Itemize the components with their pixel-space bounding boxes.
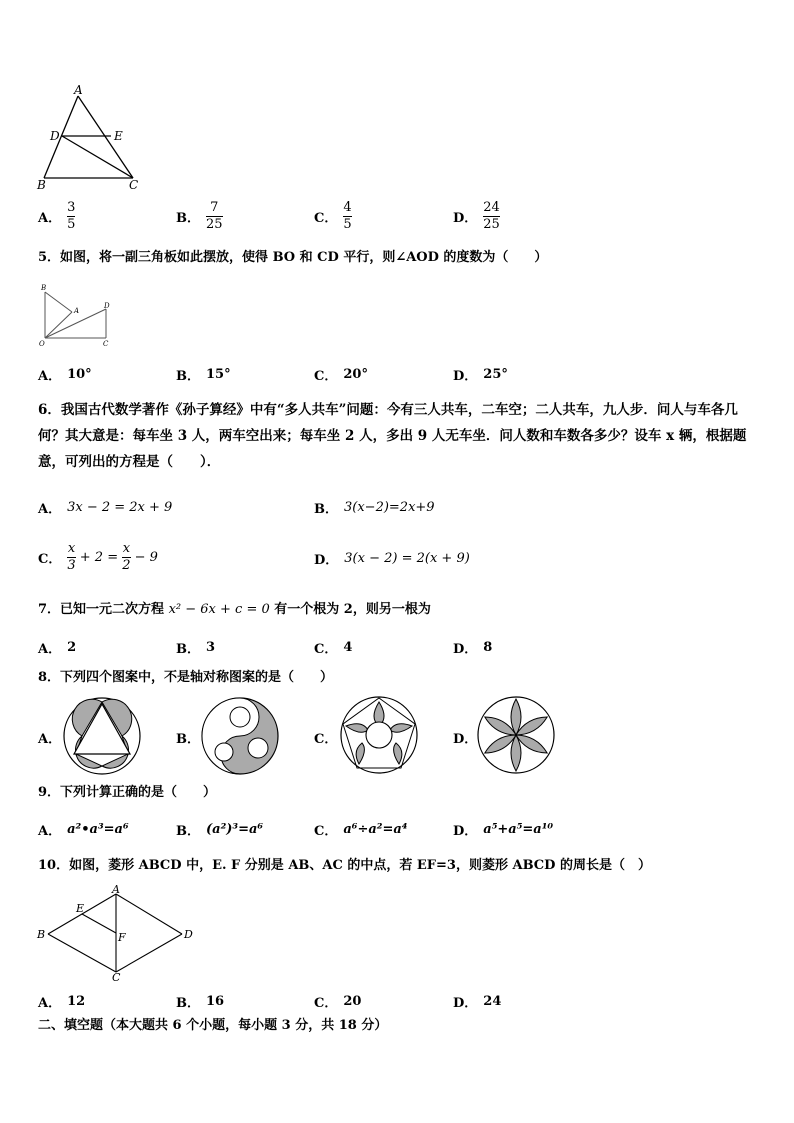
q6-option-b[interactable]: B． 3(x−2)=2x+9: [314, 500, 435, 517]
fraction: $\frac{x}{2}$: [122, 541, 131, 573]
q4-option-b[interactable]: B． $\frac{7}{25}$: [176, 200, 223, 232]
q5-label-a: A: [74, 307, 80, 315]
q6-option-d[interactable]: D． 3(x − 2) = 2(x + 9): [314, 551, 470, 568]
q8-pattern-b-icon[interactable]: [200, 696, 280, 776]
fraction: $\frac{7}{25}$: [206, 200, 223, 232]
q4-option-a[interactable]: A． $\frac{3}{5}$: [38, 200, 76, 232]
q4-option-c[interactable]: C． $\frac{4}{5}$: [314, 200, 352, 232]
q10-rhombus-figure: [34, 884, 199, 984]
q10-label-c: C: [112, 971, 121, 984]
q10-label-f: F: [118, 931, 126, 944]
q8-text: 8．下列四个图案中，不是轴对称图案的是（ ）: [38, 670, 334, 685]
q8-option-b-label[interactable]: B．: [176, 732, 200, 747]
q10-label-e: E: [76, 902, 85, 915]
q7-option-c[interactable]: C． 4: [314, 640, 353, 657]
fraction: $\frac{3}{5}$: [67, 200, 76, 232]
q5-label-d: D: [104, 302, 110, 310]
q6-option-a[interactable]: A． 3x − 2 = 2x + 9: [38, 500, 173, 517]
q5-text: 5．如图，将一副三角板如此摆放，使得 BO 和 CD 平行，则∠AOD 的度数为（ ）: [38, 250, 548, 265]
q5-option-c[interactable]: C． 20°: [314, 367, 368, 384]
q5-option-b[interactable]: B． 15°: [176, 367, 231, 384]
q10-option-a[interactable]: A． 12: [38, 994, 86, 1011]
q7-option-a[interactable]: A． 2: [38, 640, 77, 657]
q10-option-c[interactable]: C． 20: [314, 994, 362, 1011]
q5-label-b: B: [41, 284, 47, 292]
q5-set-square-figure: [38, 282, 118, 348]
q10-option-b[interactable]: B． 16: [176, 994, 225, 1011]
fraction: $\frac{24}{25}$: [483, 200, 500, 232]
q5-label-o: O: [39, 340, 45, 348]
q9-option-d[interactable]: D． a⁵+a⁵=a¹⁰: [453, 822, 554, 839]
q7-text: 7．已知一元二次方程 x² − 6x + c = 0 有一个根为 2，则另一根为: [38, 602, 431, 617]
q9-text: 9．下列计算正确的是（ ）: [38, 785, 217, 800]
q8-pattern-a-icon[interactable]: [62, 696, 142, 776]
q4-option-d[interactable]: D． $\frac{24}{25}$: [453, 200, 500, 232]
q10-text: 10．如图，菱形 ABCD 中，E. F 分别是 AB、AC 的中点，若 EF=3，则菱形 ABCD 的周长是（ ）: [38, 858, 651, 873]
q5-label-c: C: [103, 340, 109, 348]
q9-option-c[interactable]: C． a⁶÷a²=a⁴: [314, 822, 408, 839]
q8-pattern-d-icon[interactable]: [476, 695, 556, 775]
q4-label-a: A: [74, 83, 83, 97]
q4-label-b: B: [37, 178, 46, 192]
q4-label-d: D: [50, 129, 60, 143]
fraction: $\frac{4}{5}$: [343, 200, 352, 232]
q4-label-e: E: [114, 129, 123, 143]
q6-text: 6．我国古代数学著作《孙子算经》中有“多人共车”问题：今有三人共车，二车空；二人共车，九人步．问人与车各几 何？其大意是：每车坐 3 人，两车空出来；每车坐 2 人，多出 9 人无车坐．问人数和车数各多少？设车 x 辆，根据题 意，可列出的方程是（ ）．: [38, 402, 747, 470]
q10-option-d[interactable]: D． 24: [453, 994, 502, 1011]
fraction: $\frac{x}{3}$: [67, 541, 76, 573]
section-2-title: 二、填空题（本大题共 6 个小题，每小题 3 分，共 18 分）: [38, 1018, 388, 1033]
q10-label-d: D: [184, 928, 193, 941]
q9-option-b[interactable]: B． (a²)³=a⁶: [176, 822, 264, 839]
q4-label-c: C: [129, 178, 139, 192]
q8-pattern-c-icon[interactable]: [338, 694, 420, 776]
q8-option-c-label[interactable]: C．: [314, 732, 338, 747]
q9-option-a[interactable]: A． a²•a³=a⁶: [38, 822, 129, 839]
q7-option-d[interactable]: D． 8: [453, 640, 493, 657]
q7-option-b[interactable]: B． 3: [176, 640, 216, 657]
q4-triangle-figure: [34, 82, 144, 194]
q8-option-a-label[interactable]: A．: [38, 732, 62, 747]
q5-option-d[interactable]: D． 25°: [453, 367, 508, 384]
q10-label-a: A: [112, 884, 120, 896]
q8-option-d-label[interactable]: D．: [453, 732, 478, 747]
q6-option-c[interactable]: C． $\frac{x}{3}$ + 2 = $\frac{x}{2}$ − 9: [38, 541, 158, 573]
q5-option-a[interactable]: A． 10°: [38, 367, 92, 384]
q10-label-b: B: [37, 928, 46, 941]
